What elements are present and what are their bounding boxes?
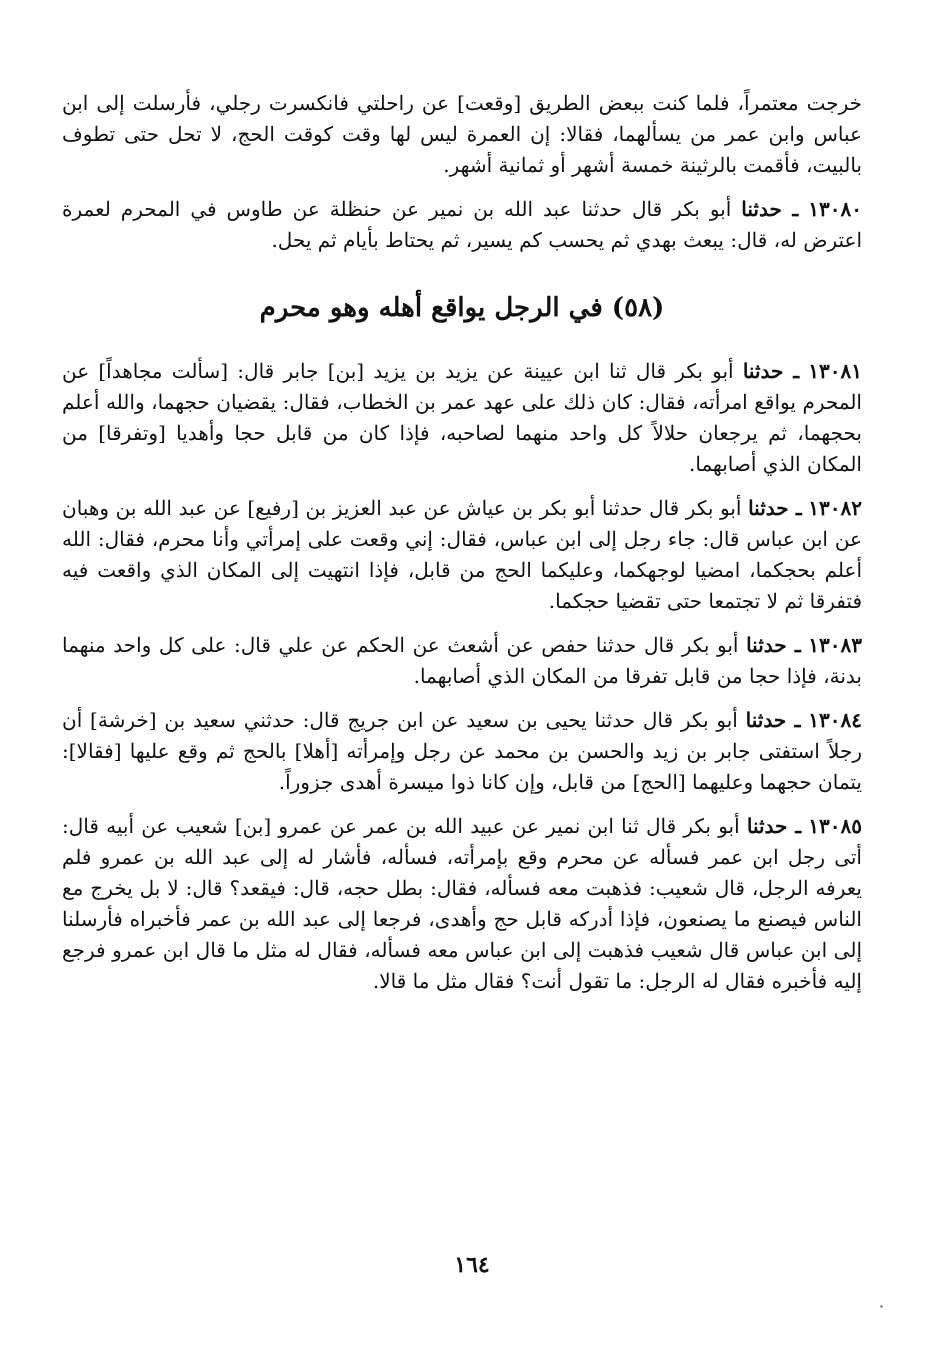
margin-dot [880,1305,883,1308]
hadith-text: أبو بكر قال ثنا ابن عيينة عن يزيد بن يزيد [بن] جابر قال: [سألت مجاهداً] عن المحرم يواقع امرأته، فقال: كان ذلك على عهد عمر بن الخطاب، فقال: يقضيان حجهما، والله أعلم بحجهما، ثم يرجعان حلالاً كل واحد منهما لصاحبه، فإذا كان من قابل حجا وأهديا [وتفرقا] من المكان الذي أصابهما. [62,359,862,476]
hadith-lead: ـ حدثنا [746,633,801,657]
hadith-13082 [62,493,862,617]
hadith-lead: ـ حدثنا [746,814,802,838]
hadith-13084 [62,705,862,798]
hadith-lead: ـ حدثنا [741,197,799,221]
hadith-number: ١٣٠٨٤ [808,708,862,732]
hadith-text: أبو بكر قال حدثنا يحيى بن سعيد عن ابن جريج قال: حدثني سعيد بن [خرشة] أن رجلاً استفتى جابر بن زيد والحسن بن محمد عن رجل وإمرأته [أهلا] بالحج ثم وقع عليها [فقالا]: يتمان حجهما وعليهما [الحج] من قابل، وإن كانا ذوا ميسرة أهدى جزوراً. [62,708,862,794]
hadith-number: ١٣٠٨٣ [808,633,862,657]
hadith-number: ١٣٠٨٥ [808,814,862,838]
hadith-text: أبو بكر قال حدثنا حفص عن أشعث عن الحكم عن علي قال: على كل واحد منهما بدنة، فإذا حجا من قابل تفرقا من المكان الذي أصابهما. [62,633,862,688]
hadith-number: ١٣٠٨١ [808,359,862,383]
hadith-number: ١٣٠٨٠ [808,197,863,221]
text-column [62,88,862,1010]
hadith-lead: ـ حدثنا [745,708,801,732]
paragraph-text: خرجت معتمراً، فلما كنت ببعض الطريق [وقعت] عن راحلتي فانكسرت رجلي، فأرسلت إلى ابن عباس وابن عمر من يسألهما، فقالا: إن العمرة ليس لها وقت كوقت الحج، لا تحل حتى تطوف بالبيت، فأقمت بالرثينة خمسة أشهر أو ثمانية أشهر. [62,91,862,177]
hadith-13080 [62,194,862,256]
hadith-lead: ـ حدثنا [742,359,800,383]
page-number: ١٦٤ [454,1252,490,1278]
chapter-heading: (٥٨) في الرجل يواقع أهله وهو محرم [259,293,665,323]
hadith-text: أبو بكر قال ثنا ابن نمير عن عبيد الله بن عمر عن عمرو [بن] شعيب عن أبيه قال: أتى رجل ابن عمر فسأله عن محرم وقع بإمرأته، فسأله، فأشار له إلى عبد الله بن عمرو فلم يعرفه الرجل، قال شعيب: فذهبت معه فسأله، فقال: بطل حجه، قال: فيقعد؟ قال: لا بل يخرج مع الناس فيصنع ما يصنعون، فإذا أدركه قابل حج وأهدى، فرجعا إلى عبد الله بن عمر فأخبراه فأرسلنا إلى ابن عباس قال شعيب فذهبت إلى ابن عباس معه فسأله، فقال له مثل ما قال ابن عمرو فرجع إليه فأخبره فقال له الرجل: ما تقول أنت؟ فقال مثل ما قالا. [62,814,863,993]
continuation-paragraph [62,88,862,181]
hadith-text: أبو بكر قال حدثنا أبو بكر بن عياش عن عبد العزيز بن [رفيع] عن عبد الله بن وهبان عن ابن عباس قال: جاء رجل إلى ابن عباس، فقال: إني وقعت على إمرأتي وأنا محرم، فقال: الله أعلم بحجكما، امضيا لوجهكما، وعليكما الحج من قابل، فإذا انتهيت إلى المكان الذي واقعت فيه فتفرقا ثم لا تجتمعا حتى تقضيا حجكما. [62,496,862,613]
hadith-lead: ـ حدثنا [748,496,802,520]
hadith-13081 [62,356,862,480]
hadith-13085 [62,811,862,997]
hadith-13083 [62,630,862,692]
hadith-number: ١٣٠٨٢ [808,496,862,520]
hadith-text: أبو بكر قال حدثنا عبد الله بن نمير عن حنظلة عن طاوس في المحرم لعمرة اعترض له، قال: يبعث بهدي ثم يحسب كم يسير، ثم يحتاط بأيام ثم يحل. [62,197,862,252]
